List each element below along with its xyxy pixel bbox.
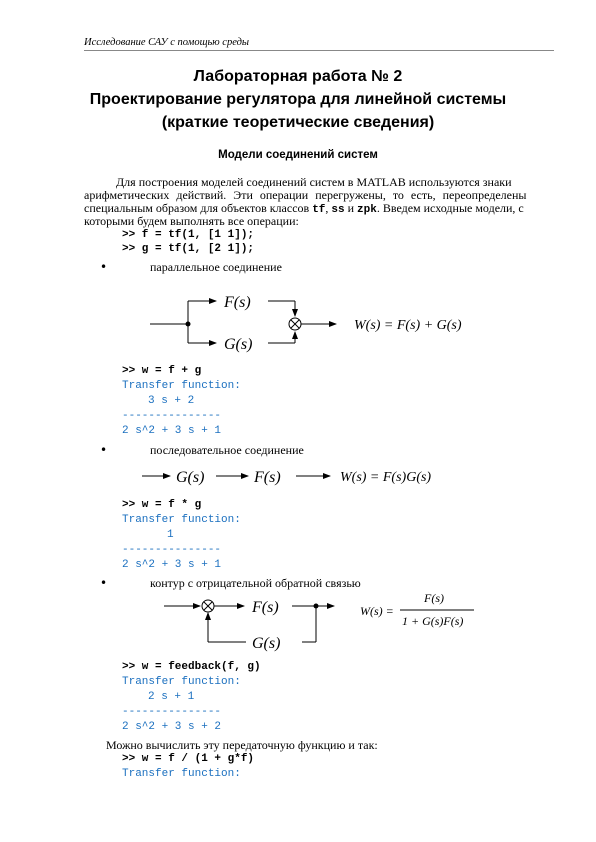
formula-denominator: 1 + G(s)F(s) bbox=[402, 614, 464, 628]
section-title: Модели соединений систем bbox=[218, 149, 378, 161]
code-command: >> w = f * g bbox=[122, 499, 202, 511]
code-output: Transfer function: bbox=[122, 380, 241, 392]
block-G: G(s) bbox=[176, 469, 205, 486]
code-line: >> g = tf(1, [2 1]); bbox=[122, 243, 255, 255]
block-G: G(s) bbox=[224, 336, 253, 353]
code-output: --------------- bbox=[122, 706, 222, 718]
header-divider bbox=[84, 50, 554, 51]
intro-line-2: арифметических действий. Эти операции перегружены, то есть, переопределены bbox=[84, 188, 527, 202]
code-output: 2 s^2 + 3 s + 2 bbox=[122, 721, 222, 733]
code-line: >> f = tf(1, [1 1]); bbox=[122, 229, 255, 241]
code-output: --------------- bbox=[122, 544, 222, 556]
code-output: 2 s^2 + 3 s + 1 bbox=[122, 559, 222, 571]
feedback-diagram bbox=[140, 590, 480, 658]
intro-line-1: Для построения моделей соединений систем в MATLAB используются знаки bbox=[116, 175, 512, 189]
class-zpk: zpk bbox=[357, 204, 377, 216]
outro-text: Можно вычислить эту передаточную функцию и так: bbox=[106, 738, 378, 752]
code-command: >> w = f + g bbox=[122, 365, 202, 377]
bullet-marker: • bbox=[100, 576, 108, 590]
block-F: F(s) bbox=[252, 599, 279, 616]
parallel-diagram bbox=[140, 285, 480, 360]
bullet-marker: • bbox=[100, 443, 108, 457]
page-title-line-2: Проектирование регулятора для линейной системы bbox=[89, 91, 507, 108]
bullet-series: последовательное соединение bbox=[150, 443, 304, 457]
code-output: 1 bbox=[167, 529, 174, 541]
code-output: 2 s^2 + 3 s + 1 bbox=[122, 425, 222, 437]
formula-parallel: W(s) = F(s) + G(s) bbox=[354, 318, 462, 333]
block-F: F(s) bbox=[254, 469, 281, 486]
code-command: >> w = feedback(f, g) bbox=[122, 661, 261, 673]
bullet-feedback: контур с отрицательной обратной связью bbox=[150, 576, 361, 590]
block-F: F(s) bbox=[224, 294, 251, 311]
formula-lhs: W(s) = bbox=[360, 604, 394, 618]
class-ss: ss bbox=[331, 204, 345, 216]
page-title-line-3: (краткие теоретические сведения) bbox=[161, 114, 435, 131]
code-command: >> w = f / (1 + g*f) bbox=[122, 753, 255, 765]
page-title-line-1: Лабораторная работа № 2 bbox=[193, 68, 403, 85]
formula-series: W(s) = F(s)G(s) bbox=[340, 470, 432, 485]
bullet-marker: • bbox=[100, 260, 108, 274]
class-tf: tf bbox=[312, 204, 326, 216]
code-output: 2 s + 1 bbox=[148, 691, 195, 703]
code-output: Transfer function: bbox=[122, 514, 241, 526]
bullet-parallel: параллельное соединение bbox=[150, 260, 282, 274]
running-header: Исследование САУ с помощью среды bbox=[84, 37, 250, 48]
formula-numerator: F(s) bbox=[424, 591, 444, 605]
code-output: --------------- bbox=[122, 410, 222, 422]
code-output: Transfer function: bbox=[122, 768, 241, 780]
intro-text: . Введем исходные модели, с bbox=[376, 201, 524, 215]
code-output: Transfer function: bbox=[122, 676, 241, 688]
code-output: 3 s + 2 bbox=[148, 395, 195, 407]
intro-text: и bbox=[344, 201, 358, 215]
block-G: G(s) bbox=[252, 635, 281, 652]
series-diagram bbox=[140, 460, 460, 494]
intro-text: специальным образом для объектов классов bbox=[84, 201, 313, 215]
intro-line-4: которыми будем выполнять все операции: bbox=[84, 214, 299, 228]
intro-text: , bbox=[325, 201, 332, 215]
